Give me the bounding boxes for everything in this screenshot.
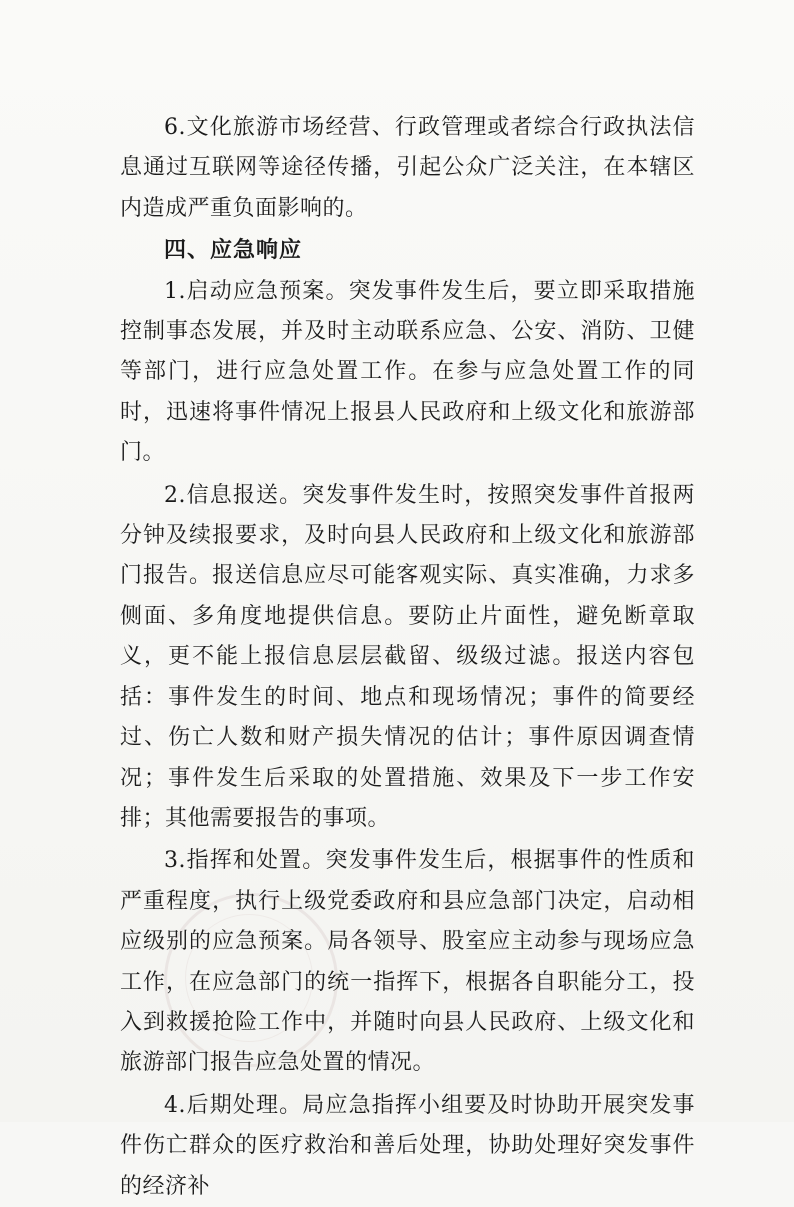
paragraph-command-and-handling: 3.指挥和处置。突发事件发生后，根据事件的性质和严重程度，执行上级党委政府和县应急部门决定，启动相应级别的应急预案。局各领导、股室应主动参与现场应急工作，在应急部门的统一指挥下，根据各自职能分工，投入到救援抢险工作中，并随时向县人民政府、上级文化和旅游部门报告应急处置的情况。 xyxy=(120,848,695,1076)
paragraph-aftermath-handling: 4.后期处理。局应急指挥小组要及时协助开展突发事件伤亡群众的医疗救治和善后处理，协助处理好突发事件的经济补 xyxy=(120,1092,695,1199)
section-heading-emergency-response: 四、应急响应 xyxy=(164,238,303,264)
paragraph-item-6: 6.文化旅游市场经营、行政管理或者综合行政执法信息通过互联网等途径传播，引起公众广泛关注，在本辖区内造成严重负面影响的。 xyxy=(120,115,695,221)
document-body xyxy=(120,108,695,1207)
paragraph-start-emergency-plan: 1.启动应急预案。突发事件发生后，要立即采取措施控制事态发展，并及时主动联系应急、公安、消防、卫健等部门，进行应急处置工作。在参与应急处置工作的同时，迅速将事件情况上报县人民政府和上级文化和旅游部门。 xyxy=(120,278,695,466)
paragraph-information-reporting: 2.信息报送。突发事件发生时，按照突发事件首报两分钟及续报要求，及时向县人民政府和上级文化和旅游部门报告。报送信息应尽可能客观实际、真实准确，力求多侧面、多角度地提供信息。要防止片面性，避免断章取义，更不能上报信息层层截留、级级过滤。报送内容包括：事件发生的时间、地点和现场情况；事件的简要经过、伤亡人数和财产损失情况的估计；事件原因调查情况；事件发生后采取的处置措施、效果及下一步工作安排；其他需要报告的事项。 xyxy=(120,482,695,831)
